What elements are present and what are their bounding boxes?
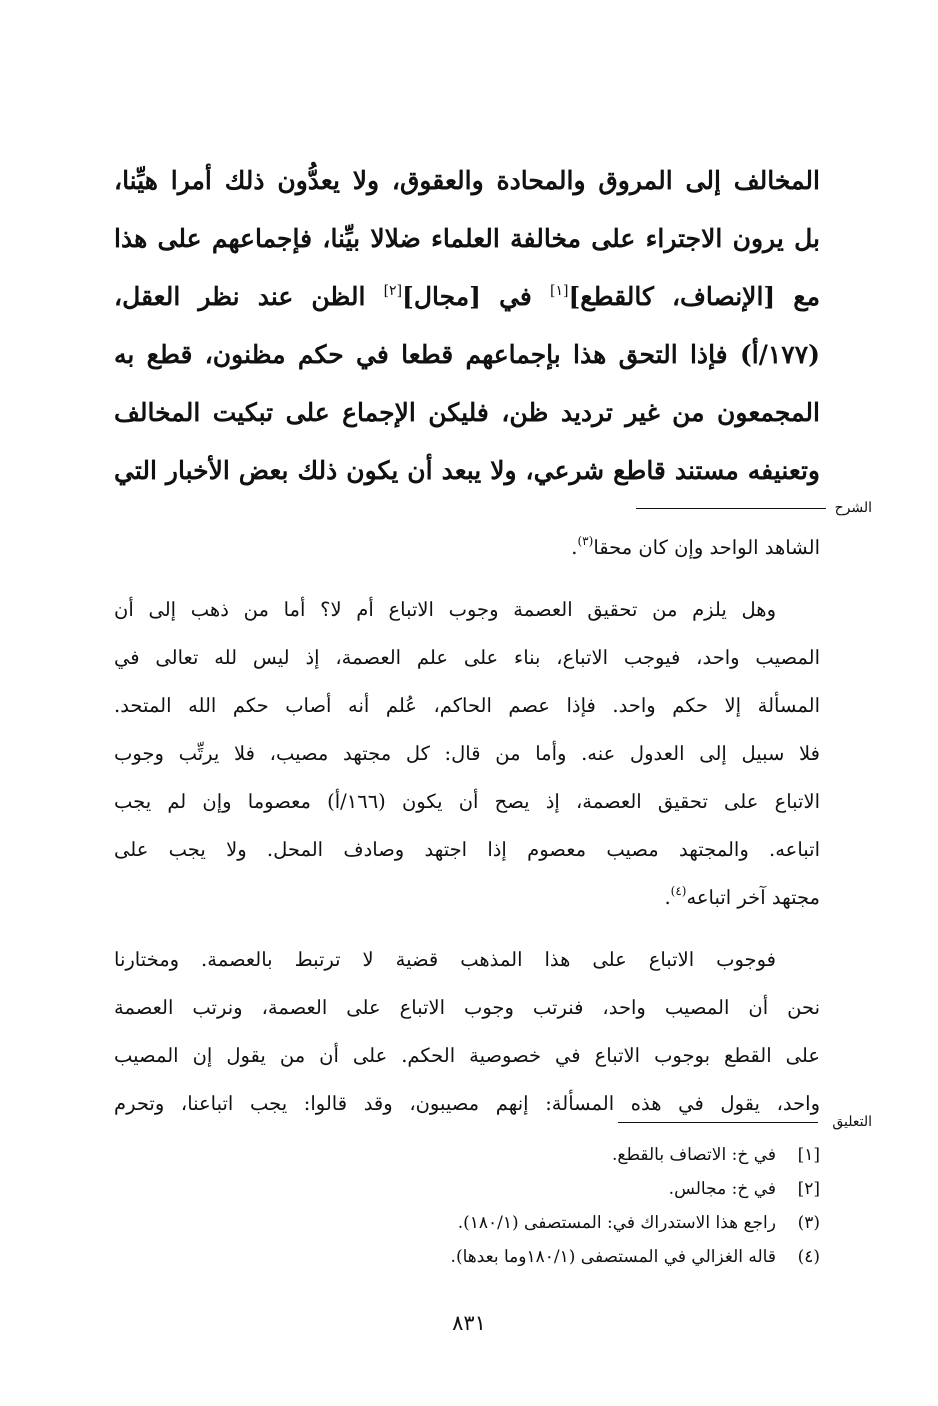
main-text-line: وتعنيفه مستند قاطع شرعي، ولا يبعد أن يكون ذلك بعض الأخبار التي: [114, 456, 820, 485]
commentary-period: .: [571, 536, 578, 559]
divider-rule: [636, 508, 826, 509]
footnote-item: [114, 1240, 820, 1274]
commentary-line: وهل يلزم من تحقيق العصمة وجوب الاتباع أم لا؟ أما من ذهب إلى أن: [114, 598, 776, 621]
divider-rule: [618, 1122, 818, 1123]
commentary-period: .: [664, 886, 671, 909]
commentary-line: واحد، يقول في هذه المسألة: إنهم مصيبون، وقد قالوا: يجب اتباعنا، وتحرم: [114, 1092, 821, 1115]
commentary-line: المسألة إلا حكم واحد. فإذا عصم الحاكم، عُلم أنه أصاب حكم الله المتحد.: [114, 694, 820, 717]
commentary-line: [114, 874, 820, 922]
footnote-text: في خ: الاتصاف بالقطع.: [612, 1145, 776, 1165]
commentary-line: الاتباع على تحقيق العصمة، إذ يصح أن يكون (١٦٦/أ) معصوما وإن لم يجب: [114, 790, 820, 813]
main-text-line: [114, 268, 820, 326]
commentary-line: فوجوب الاتباع على هذا المذهب قضية لا ترتبط بالعصمة. ومختارنا: [114, 948, 776, 971]
footnote-ref-3: (٣): [577, 534, 594, 548]
footnote-text: راجع هذا الاستدراك في: المستصفى (١٨٠/١).: [457, 1213, 776, 1233]
commentary-line: نحن أن المصيب واحد، فنرتب وجوب الاتباع على العصمة، ونرتب العصمة: [114, 996, 820, 1019]
footnote-number: [١]: [797, 1145, 820, 1165]
footnote-item: [114, 1138, 820, 1172]
main-text-segment: الظن عند نظر العقل،: [114, 282, 384, 311]
main-text-line: المجمعون من غير ترديد ظن، فليكن الإجماع على تبكيت المخالف: [114, 398, 820, 427]
commentary-line: المصيب واحد، فيوجب الاتباع، بناء على علم العصمة، إذ ليس لله تعالى في: [114, 646, 820, 669]
bracket-ref-1: [١]: [549, 283, 569, 299]
sharh-divider: [622, 498, 872, 518]
footnotes-block: [114, 1138, 820, 1274]
footnote-item: [114, 1172, 820, 1206]
commentary-text: مجتهد آخر اتباعه: [686, 886, 820, 909]
footnote-number: [٢]: [797, 1179, 820, 1199]
main-text-segment: في [مجال]: [402, 282, 550, 311]
taliq-divider: [612, 1112, 872, 1132]
footnote-number: (٤): [797, 1247, 820, 1267]
footnote-text: قاله الغزالي في المستصفى (١٨٠/١وما بعدها).: [450, 1247, 776, 1267]
main-text-line: المخالف إلى المروق والمحادة والعقوق، ولا يعدُّون ذلك أمرا هيِّنا،: [114, 166, 820, 195]
commentary-block: [114, 524, 820, 1128]
bracket-ref-2: [٢]: [383, 283, 403, 299]
footnote-number: (٣): [797, 1213, 820, 1233]
sharh-label: الشرح: [834, 500, 872, 516]
commentary-line: فلا سبيل إلى العدول عنه. وأما من قال: كل مجتهد مصيب، فلا يرتِّب وجوب: [114, 742, 820, 765]
main-text-line: بل يرون الاجتراء على مخالفة العلماء ضلالا بيِّنا، فإجماعهم على هذا: [114, 224, 820, 253]
main-text-block: [114, 152, 820, 500]
footnote-text: في خ: مجالس.: [668, 1179, 776, 1199]
page-number: ٨٣١: [452, 1311, 486, 1335]
footnote-ref-4: (٤): [670, 884, 687, 898]
footnote-item: [114, 1206, 820, 1240]
commentary-line: اتباعه. والمجتهد مصيب معصوم إذا اجتهد وصادف المحل. ولا يجب على: [114, 838, 820, 861]
commentary-text: الشاهد الواحد وإن كان محقا: [593, 536, 820, 559]
commentary-line: على القطع بوجوب الاتباع في خصوصية الحكم. على أن من يقول إن المصيب: [114, 1044, 820, 1067]
main-text-line: (١٧٧/أ) فإذا التحق هذا بإجماعهم قطعا في حكم مظنون، قطع به: [114, 340, 820, 369]
taliq-label: التعليق: [832, 1114, 872, 1130]
commentary-line: [114, 524, 820, 572]
main-text-segment: مع [الإنصاف، كالقطع]: [568, 282, 820, 311]
